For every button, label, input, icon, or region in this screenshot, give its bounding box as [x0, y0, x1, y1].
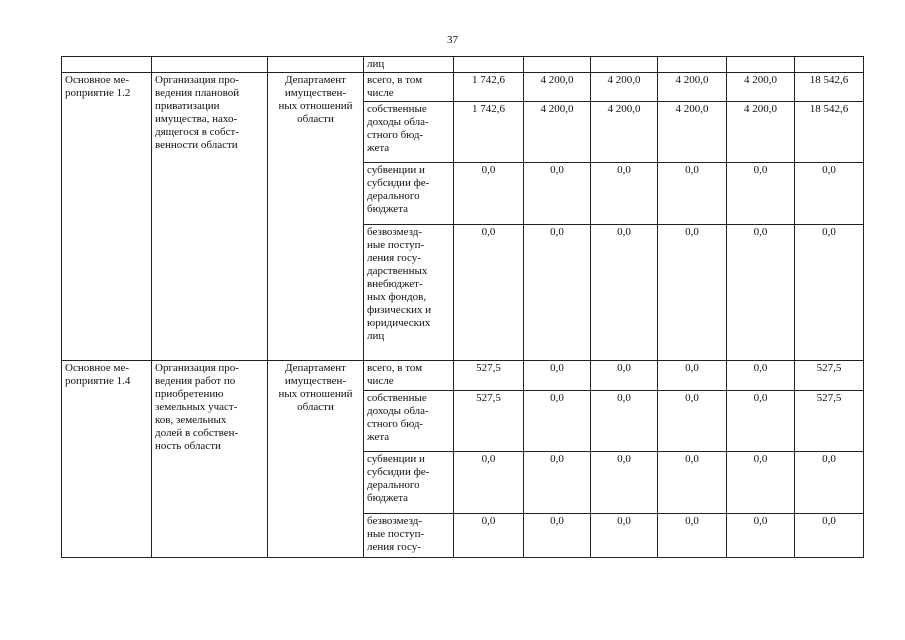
- amount-cell: 4 200,0: [658, 102, 727, 163]
- activity-name-line: ведения плановой: [155, 87, 240, 99]
- amount-cell: 0,0: [524, 514, 591, 558]
- amount-cell: 0,0: [591, 391, 658, 452]
- funding-source-cell: [364, 73, 454, 102]
- funding-source-line: всего, в том: [367, 362, 423, 374]
- table-row: [62, 361, 864, 391]
- funding-source-line: лиц: [367, 330, 385, 342]
- table-row: [62, 73, 864, 102]
- funding-source-cell: [364, 225, 454, 361]
- activity-code-cell: [62, 73, 152, 361]
- amount-cell: 0,0: [658, 163, 727, 225]
- amount-cell: 0,0: [524, 361, 591, 391]
- activity-name-line: Организация про-: [155, 74, 239, 86]
- funding-source-line: ные поступ-: [367, 239, 425, 251]
- funding-source-line: числе: [367, 87, 394, 99]
- amount-cell: 0,0: [524, 452, 591, 514]
- amount-cell: 1 742,6: [454, 73, 524, 102]
- amount-cell: 0,0: [524, 225, 591, 361]
- amount-cell: 0,0: [727, 514, 795, 558]
- funding-source-line: дерального: [367, 190, 420, 202]
- funding-source-line: бюджета: [367, 203, 409, 215]
- budget-table: [61, 56, 864, 558]
- funding-source-line: ные поступ-: [367, 528, 425, 540]
- empty-cell: [152, 57, 268, 73]
- funding-source-line: безвозмезд-: [367, 515, 423, 527]
- funding-source-line: собственные: [367, 103, 427, 115]
- empty-cell: [591, 57, 658, 73]
- amount-cell: 0,0: [454, 163, 524, 225]
- executor-line: ных отношений: [278, 388, 353, 400]
- executor-line: имуществен-: [284, 87, 347, 99]
- executor-line: области: [297, 113, 334, 125]
- amount-cell: 0,0: [727, 361, 795, 391]
- amount-cell: 0,0: [727, 391, 795, 452]
- amount-cell: 0,0: [591, 452, 658, 514]
- executor-line: имуществен-: [284, 375, 347, 387]
- empty-cell: [727, 57, 795, 73]
- amount-cell: 0,0: [454, 452, 524, 514]
- activity-code-line: роприятие 1.2: [65, 87, 131, 99]
- table-row: [62, 57, 864, 73]
- funding-source-line: всего, в том: [367, 74, 423, 86]
- empty-cell: [454, 57, 524, 73]
- amount-cell: 4 200,0: [658, 73, 727, 102]
- funding-source-line: ления госу-: [367, 541, 421, 553]
- activity-name-line: Организация про-: [155, 362, 239, 374]
- executor-cell: [268, 73, 364, 361]
- empty-cell: [658, 57, 727, 73]
- activity-code-cell: [62, 361, 152, 558]
- amount-cell: 4 200,0: [524, 102, 591, 163]
- activity-name-line: ведения работ по: [155, 375, 236, 387]
- funding-source-line: доходы обла-: [367, 116, 429, 128]
- amount-cell: 0,0: [658, 391, 727, 452]
- funding-source-line: физических и: [367, 304, 432, 316]
- funding-source-line: субсидии фе-: [367, 177, 430, 189]
- executor-line: Департамент: [284, 74, 346, 86]
- activity-name-line: долей в собствен-: [155, 427, 239, 439]
- page-number: 37: [447, 34, 458, 46]
- amount-cell: 0,0: [524, 391, 591, 452]
- activity-name-cell: [152, 361, 268, 558]
- amount-cell: 0,0: [524, 163, 591, 225]
- amount-cell: 1 742,6: [454, 102, 524, 163]
- funding-source-line: стного бюд-: [367, 129, 424, 141]
- funding-source-line: юридических: [367, 317, 431, 329]
- amount-cell: 0,0: [658, 225, 727, 361]
- funding-source-line: субвенции и: [367, 453, 425, 465]
- activity-name-line: венности области: [155, 139, 238, 151]
- empty-cell: [795, 57, 864, 73]
- executor-line: Департамент: [284, 362, 346, 374]
- amount-cell: 4 200,0: [524, 73, 591, 102]
- funding-source-line: бюджета: [367, 492, 409, 504]
- funding-source-cell: [364, 361, 454, 391]
- funding-source-line: внебюджет-: [367, 278, 423, 290]
- funding-source-line: субсидии фе-: [367, 466, 430, 478]
- funding-source-line: субвенции и: [367, 164, 425, 176]
- funding-source-cell: [364, 514, 454, 558]
- amount-cell: 0,0: [591, 514, 658, 558]
- amount-cell: 527,5: [454, 361, 524, 391]
- amount-cell: 0,0: [727, 452, 795, 514]
- funding-source-line: ления госу-: [367, 252, 421, 264]
- funding-source-line: дарственных: [367, 265, 428, 277]
- activity-name-line: ность области: [155, 440, 221, 452]
- amount-cell: 0,0: [454, 225, 524, 361]
- activity-name-line: земельных участ-: [155, 401, 238, 413]
- activity-name-line: приватизации: [155, 100, 220, 112]
- funding-source-cell: [364, 163, 454, 225]
- amount-cell: 0,0: [795, 514, 864, 558]
- executor-line: области: [297, 401, 334, 413]
- activity-code-line: Основное ме-: [65, 74, 130, 86]
- amount-cell: 0,0: [591, 163, 658, 225]
- empty-cell: [524, 57, 591, 73]
- amount-cell: 4 200,0: [591, 102, 658, 163]
- amount-cell: 527,5: [454, 391, 524, 452]
- funding-source-cell: лиц: [364, 57, 454, 73]
- activity-code-line: роприятие 1.4: [65, 375, 131, 387]
- funding-source-line: дерального: [367, 479, 420, 491]
- amount-cell: 18 542,6: [795, 102, 864, 163]
- funding-source-line: доходы обла-: [367, 405, 429, 417]
- funding-source-line: жета: [367, 142, 390, 154]
- funding-source-line: числе: [367, 375, 394, 387]
- amount-cell: 0,0: [658, 361, 727, 391]
- amount-cell: 0,0: [658, 514, 727, 558]
- funding-source-line: безвозмезд-: [367, 226, 423, 238]
- activity-name-line: дящегося в собст-: [155, 126, 239, 138]
- amount-cell: 527,5: [795, 391, 864, 452]
- amount-cell: 0,0: [795, 225, 864, 361]
- executor-cell: [268, 361, 364, 558]
- amount-cell: 0,0: [591, 225, 658, 361]
- amount-cell: 0,0: [658, 452, 727, 514]
- amount-cell: 0,0: [454, 514, 524, 558]
- funding-source-line: ных фондов,: [367, 291, 427, 303]
- amount-cell: 18 542,6: [795, 73, 864, 102]
- funding-source-line: собственные: [367, 392, 427, 404]
- activity-name-line: имущества, нахо-: [155, 113, 238, 125]
- activity-name-cell: [152, 73, 268, 361]
- funding-source-line: стного бюд-: [367, 418, 424, 430]
- funding-source-line: жета: [367, 431, 390, 443]
- activity-name-line: ков, земельных: [155, 414, 227, 426]
- funding-source-cell: [364, 452, 454, 514]
- activity-code-line: Основное ме-: [65, 362, 130, 374]
- empty-cell: [268, 57, 364, 73]
- funding-source-cell: [364, 391, 454, 452]
- amount-cell: 527,5: [795, 361, 864, 391]
- amount-cell: 4 200,0: [727, 73, 795, 102]
- executor-line: ных отношений: [278, 100, 353, 112]
- amount-cell: 0,0: [727, 163, 795, 225]
- amount-cell: 0,0: [727, 225, 795, 361]
- amount-cell: 0,0: [795, 452, 864, 514]
- amount-cell: 0,0: [795, 163, 864, 225]
- amount-cell: 4 200,0: [591, 73, 658, 102]
- budget-table-body: [62, 57, 864, 558]
- activity-name-line: приобретению: [155, 388, 224, 400]
- empty-cell: [62, 57, 152, 73]
- amount-cell: 4 200,0: [727, 102, 795, 163]
- amount-cell: 0,0: [591, 361, 658, 391]
- funding-source-cell: [364, 102, 454, 163]
